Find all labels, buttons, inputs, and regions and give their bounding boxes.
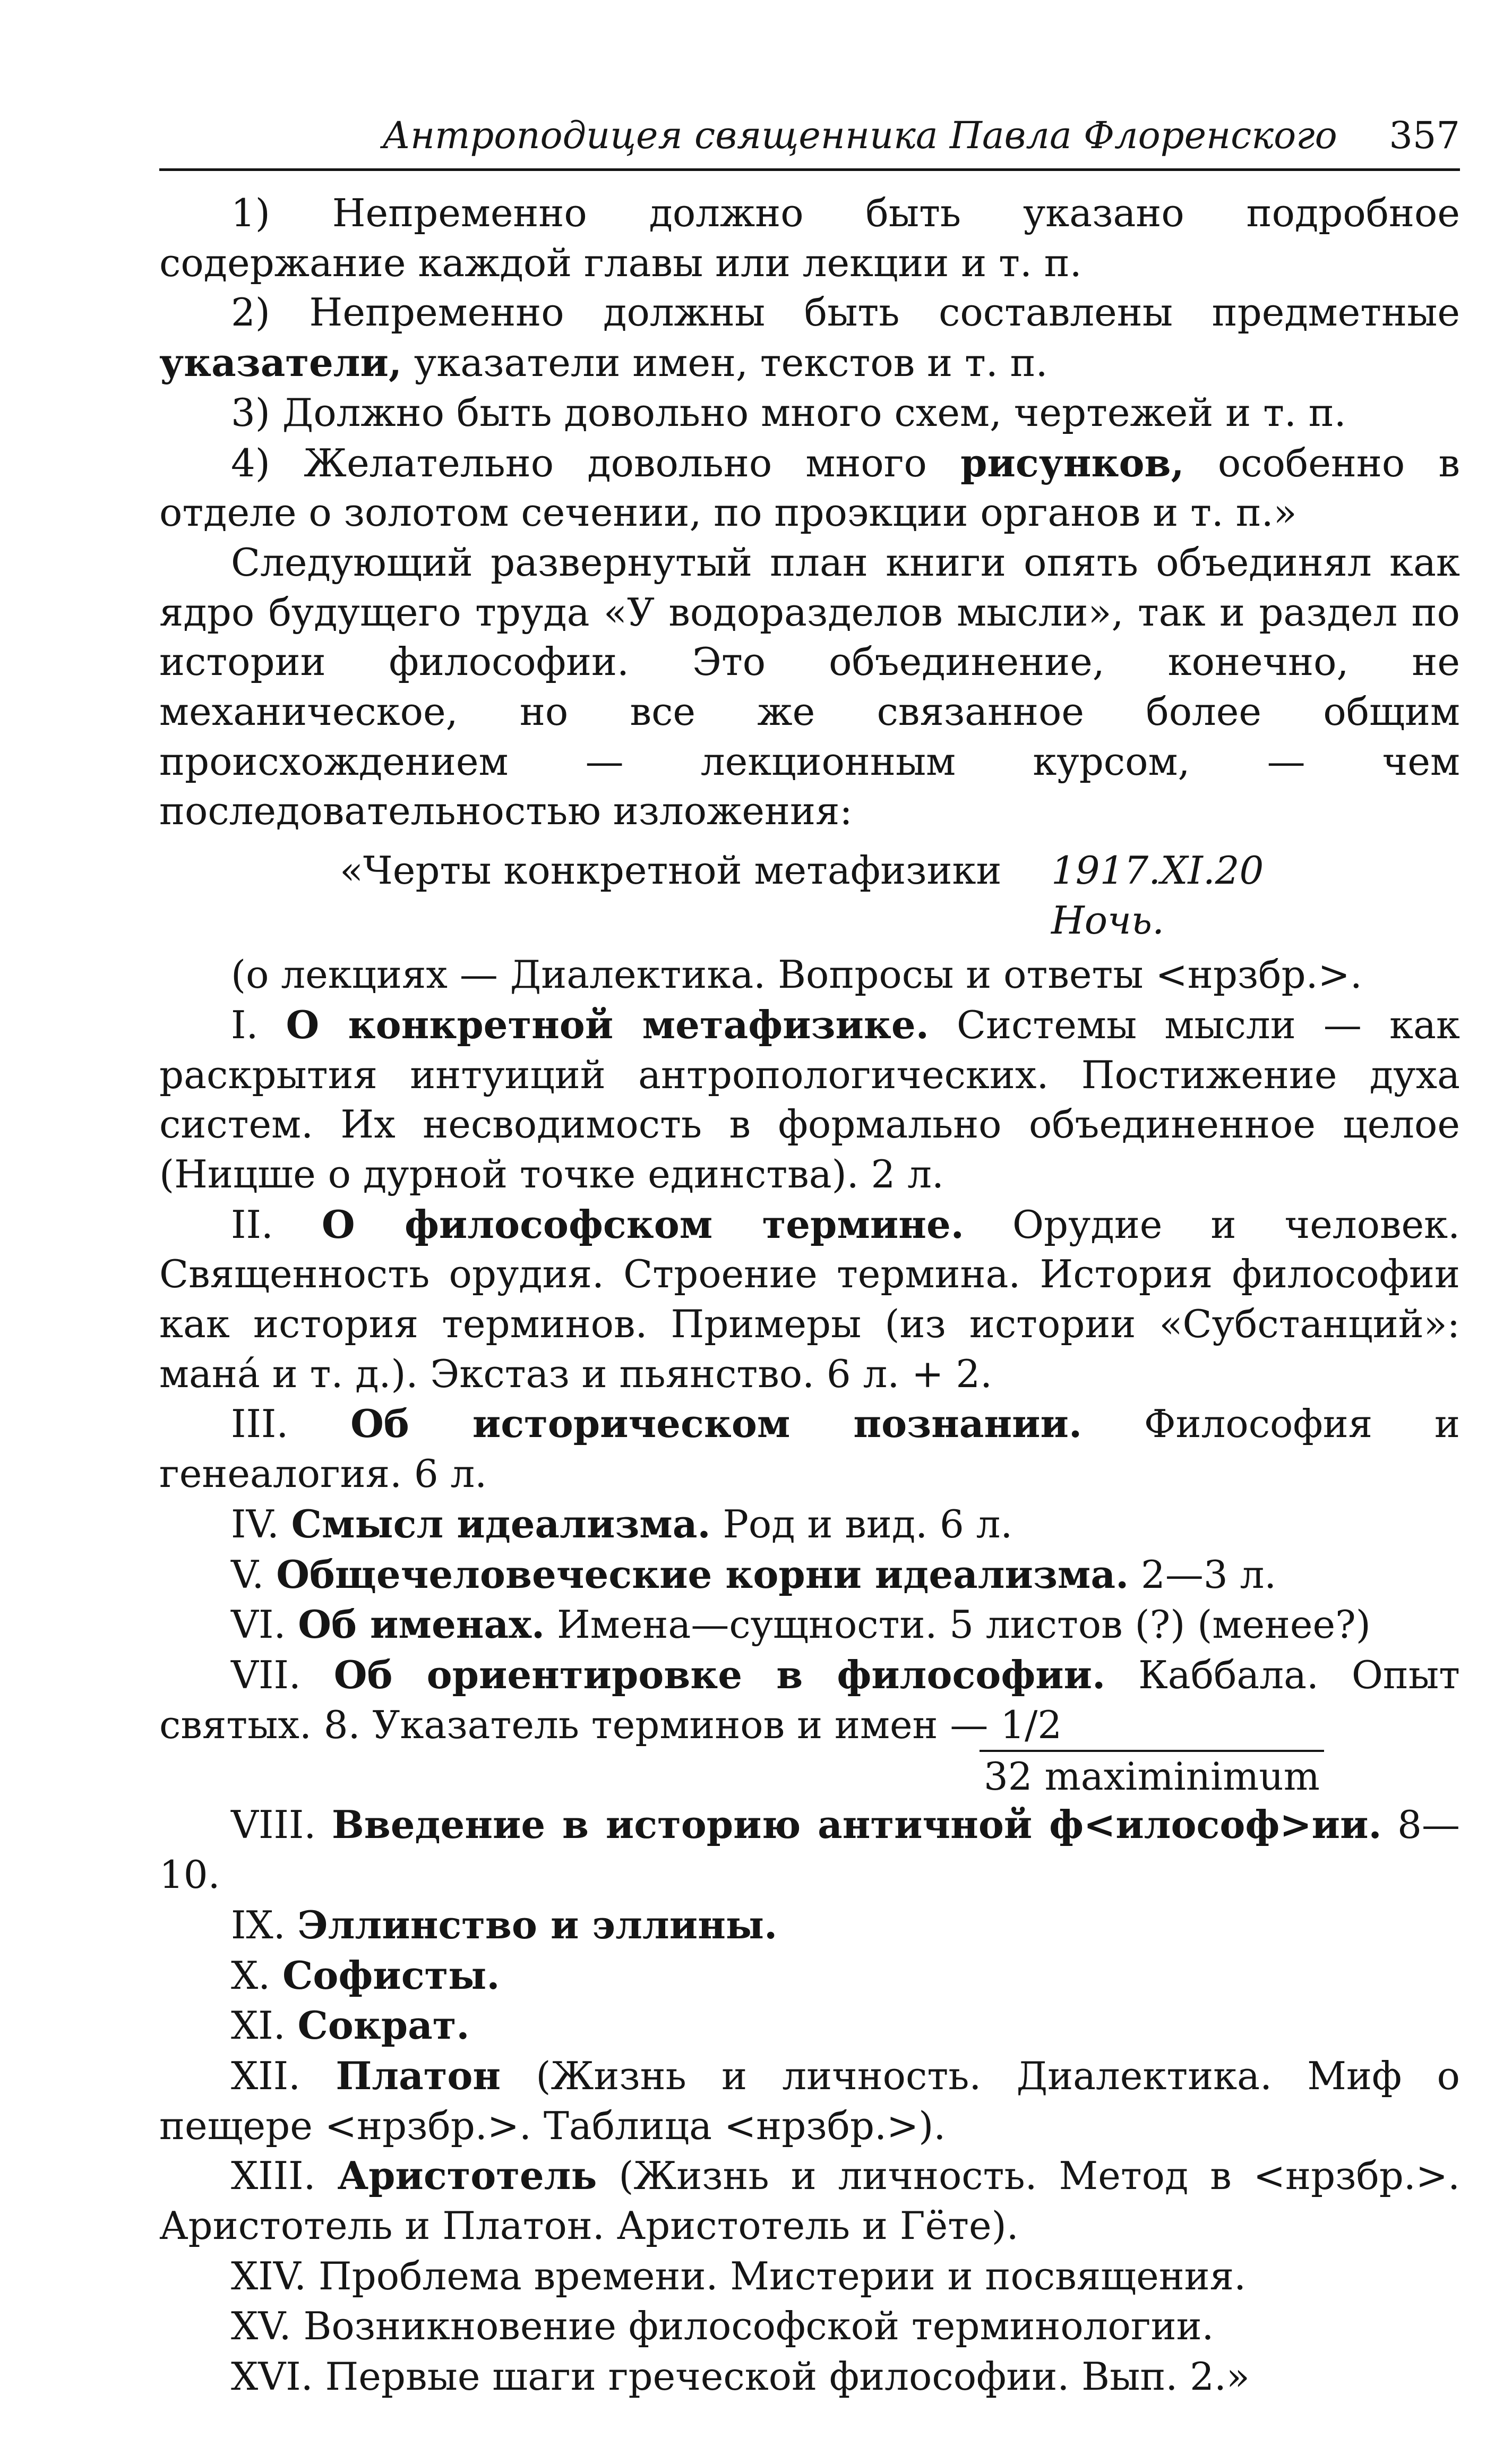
plan-section bbox=[159, 1951, 1460, 2001]
section-title: Смысл идеализма. bbox=[291, 1501, 711, 1546]
section-number: VIII. bbox=[231, 1802, 316, 1848]
section-text: 8—10. bbox=[159, 1802, 1460, 1897]
intro-paragraph: Следующий развернутый план книги опять объединял как ядро будущего труда «У водоразделов мысли», так и раздел по истории философии. Это объединение, конечно, не механическое, но все же связанное более общим происхождением — лекционным курсом, — чем последовательностью изложения: bbox=[159, 540, 1460, 834]
plan-section bbox=[159, 2301, 1460, 2352]
section-title: О философском термине. bbox=[321, 1201, 964, 1247]
requirement-text: 4) Желательно довольно много bbox=[231, 440, 961, 485]
plan-section bbox=[159, 2352, 1460, 2402]
running-title: Антроподицея священника Павла Флоренского bbox=[382, 114, 1337, 157]
section-text: Орудие и человек. Священность орудия. Строение термина. История философии как история терминов. Примеры (из истории «Субстанций»: мана́ и т. д.). Экстаз и пьянство. 6 л. + 2. bbox=[159, 1202, 1460, 1396]
page-body bbox=[159, 189, 1460, 2402]
section-number: II. bbox=[231, 1202, 273, 1247]
section-text: Возникновение философской терминологии. bbox=[303, 2304, 1214, 2349]
section-title: Введение в историю античной ф<илософ>ии. bbox=[331, 1802, 1382, 1848]
section-title: Эллинство и эллины. bbox=[297, 1902, 778, 1947]
section-number: VI. bbox=[231, 1602, 286, 1647]
section-text: Системы мысли — как раскрытия интуиций антропологических. Постижение духа систем. Их несводимость в формально объединенное целое (Ницше о дурной точке единства). 2 л. bbox=[159, 1002, 1460, 1196]
section-number: I. bbox=[231, 1002, 259, 1047]
section-text: Проблема времени. Мистерии и посвящения. bbox=[318, 2253, 1246, 2298]
lecture-note: (о лекциях — Диалектика. Вопросы и ответы <нрзбр.>. bbox=[231, 952, 1362, 997]
requirement-3 bbox=[159, 388, 1460, 438]
section-text: 2—3 л. bbox=[1129, 1552, 1277, 1597]
plan-section bbox=[159, 1800, 1460, 1900]
section-text: Философия и генеалогия. 6 л. bbox=[159, 1401, 1460, 1497]
section-text: (Жизнь и личность. Диалектика. Миф о пещере <нрзбр.>. Таблица <нрзбр.>). bbox=[159, 2053, 1460, 2148]
bold-phrase: рисунков, bbox=[960, 440, 1184, 485]
section-number: XIV. bbox=[231, 2253, 306, 2298]
section-number: IX. bbox=[231, 1902, 286, 1947]
section-number: XI. bbox=[231, 2003, 286, 2048]
plan-section bbox=[159, 2251, 1460, 2302]
section-title: Сократ. bbox=[297, 2003, 470, 2048]
section-number: IV. bbox=[231, 1501, 279, 1546]
section-text: Первые шаги греческой философии. Вып. 2.» bbox=[325, 2354, 1250, 2399]
plan-title: «Черты конкретной метафизики bbox=[340, 848, 1002, 893]
section-title: Об историческом познании. bbox=[350, 1401, 1083, 1447]
requirement-2 bbox=[159, 288, 1460, 388]
requirement-text: 2) Непременно должны быть составлены предметные bbox=[231, 290, 1460, 335]
page-number: 357 bbox=[1389, 114, 1460, 157]
plan-section bbox=[159, 1550, 1460, 1600]
plan-section bbox=[159, 1200, 1460, 1399]
plan-section bbox=[159, 1000, 1460, 1200]
plan-section bbox=[159, 1499, 1460, 1550]
section-title: Об ориентировке в философии. bbox=[333, 1652, 1106, 1697]
section-title: О конкретной метафизике. bbox=[286, 1002, 929, 1047]
requirement-1 bbox=[159, 189, 1460, 288]
plan-section bbox=[159, 1600, 1460, 1650]
section-number: XV. bbox=[231, 2304, 291, 2349]
plan-section bbox=[159, 1900, 1460, 1951]
section-title: Аристотель bbox=[337, 2153, 597, 2199]
plan-time: Ночь. bbox=[1051, 898, 1165, 943]
plan-section bbox=[159, 2151, 1460, 2251]
section-title: Об именах. bbox=[298, 1602, 545, 1647]
section-text: Каббала. Опыт святых. 8. Указатель терминов и имен — 1/2 bbox=[159, 1652, 1460, 1747]
plan-date: 1917.XI.20 bbox=[1051, 848, 1264, 893]
section-number: VII. bbox=[231, 1652, 301, 1697]
requirement-text: указатели имен, текстов и т. п. bbox=[402, 340, 1048, 386]
fraction-total: 32 maximinimum bbox=[980, 1750, 1324, 1802]
page-count-fraction bbox=[159, 1750, 1460, 1800]
requirement-text: 3) Должно быть довольно много схем, чертежей и т. п. bbox=[231, 390, 1346, 435]
section-number: XII. bbox=[231, 2053, 301, 2098]
plan-section bbox=[159, 1399, 1460, 1499]
plan-sections-continued bbox=[159, 1800, 1460, 2401]
running-head bbox=[159, 109, 1460, 171]
plan-section bbox=[159, 1650, 1460, 1750]
section-text: Имена—сущности. 5 листов (?) (менее?) bbox=[545, 1602, 1371, 1647]
plan-section bbox=[159, 2051, 1460, 2151]
requirement-text: особенно в отделе о золотом сечении, по проэкции органов и т. п.» bbox=[159, 440, 1461, 535]
requirement-4 bbox=[159, 438, 1460, 538]
section-title: Общечеловеческие корни идеализма. bbox=[276, 1551, 1129, 1597]
section-number: V. bbox=[231, 1552, 264, 1597]
section-number: III. bbox=[231, 1401, 289, 1447]
requirement-text: 1) Непременно должно быть указано подробное содержание каждой главы или лекции и т. п. bbox=[159, 191, 1460, 285]
section-title: Платон bbox=[336, 2053, 501, 2098]
plan-section bbox=[159, 2000, 1460, 2051]
section-text: (Жизнь и личность. Метод в <нрзбр.>. Аристотель и Платон. Аристотель и Гёте). bbox=[159, 2153, 1460, 2248]
plan-sections bbox=[159, 1000, 1460, 1750]
section-number: XVI. bbox=[231, 2354, 313, 2399]
plan-heading bbox=[159, 846, 1460, 945]
bold-phrase: указатели, bbox=[159, 340, 402, 386]
section-text: Род и вид. 6 л. bbox=[710, 1501, 1013, 1546]
section-number: XIII. bbox=[231, 2153, 316, 2199]
section-number: X. bbox=[231, 1953, 271, 1998]
section-title: Софисты. bbox=[282, 1952, 500, 1998]
